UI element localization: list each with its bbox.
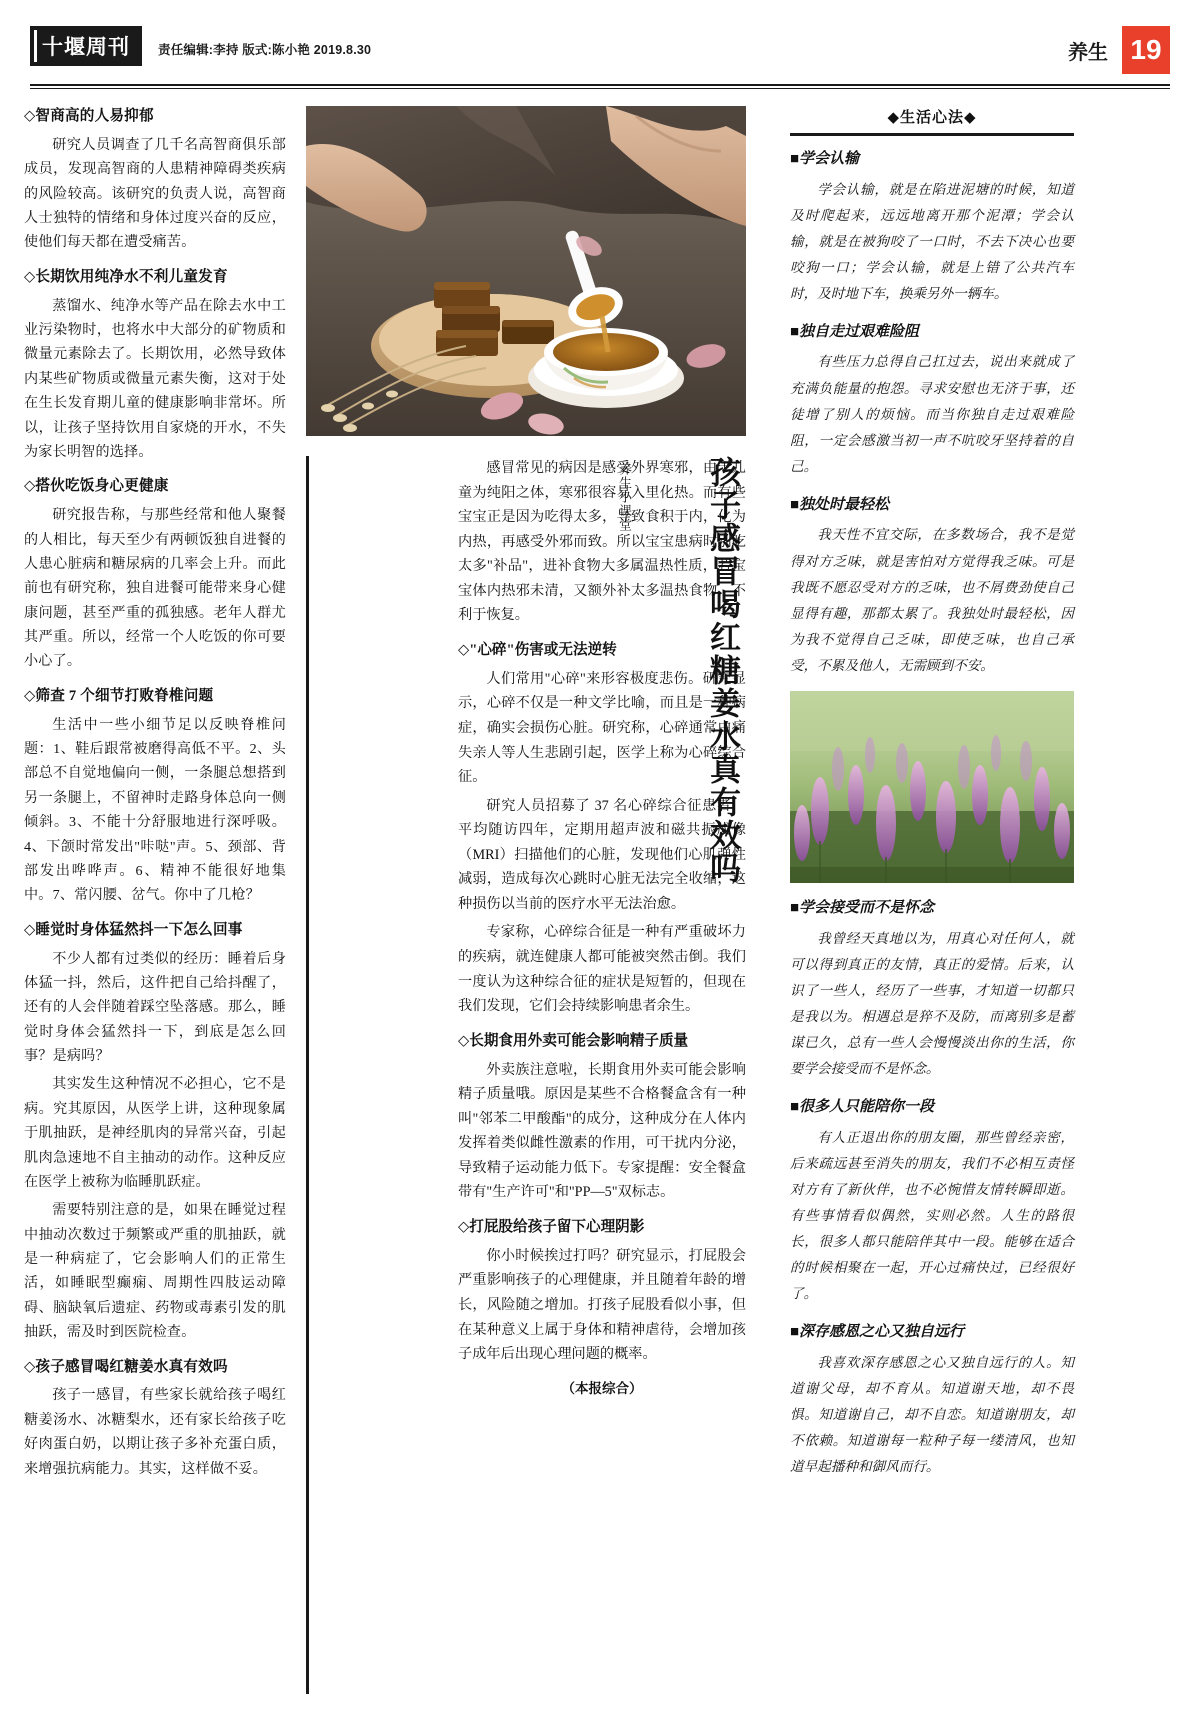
paragraph: 不少人都有过类似的经历：睡着后身体猛一抖，然后，这件把自己给抖醒了，还有的人会伴随着踩空坠落感。那么，睡觉时身体会猛然抖一下，到底是怎么回事？是病吗？ (24, 950, 286, 1065)
column-right (790, 106, 1074, 1484)
heading-gratitude-and-solo-travel: ■深存感恩之心又独自远行 (790, 1324, 965, 1341)
feature-heading-broken-heart: ◇"心碎"伤害或无法逆转 (458, 641, 617, 658)
heading-companions-for-a-while: ■很多人只能陪你一段 (790, 1099, 935, 1116)
paragraph: 研究人员调查了几千名高智商俱乐部成员，发现高智商的人患精神障碍类疾病的风险较高。该研究的负责人说，高智商人士独特的情绪和身体过度兴奋的反应，使他们每天都在遭受痛苦。 (24, 136, 286, 251)
publication-logo: 十堰周刊 (30, 26, 142, 66)
feature-article (306, 456, 746, 1694)
brown-sugar-ginger-tea-photo (306, 106, 746, 436)
column-left (24, 106, 286, 1485)
feature-heading-takeout-sperm: ◇长期食用外卖可能会影响精子质量 (458, 1032, 689, 1049)
article-heading-sleep-twitch: ◇睡觉时身体猛然抖一下怎么回事 (24, 921, 243, 938)
article-heading-spine-checks: ◇筛查 7 个细节打败脊椎问题 (24, 687, 214, 704)
paragraph: 我曾经天真地以为，用真心对任何人，就可以得到真正的友情，真正的爱情。后来，认识了一些人，经历了一些事，才知道一切都只是我以为。相遇总是猝不及防，而离别多是蓄谋已久，总有一些人会慢慢淡出你的生活，你要学会接受而不是怀念。 (790, 930, 1074, 1076)
paragraph: 外卖族注意啦，长期食用外卖可能会影响精子质量哦。原因是某些不合格餐盒含有一种叫"邻苯二甲酸酯"的成分，这种成分在人体内发挥着类似雌性激素的作用，可干扰内分泌，导致精子运动能力低下。专家提醒：安全餐盒带有"生产许可"和"PP—5"双标志。 (458, 1061, 746, 1201)
paragraph: 孩子一感冒，有些家长就给孩子喝红糖姜汤水、冰糖梨水，还有家长给孩子吃好肉蛋白奶，以期让孩子多补充蛋白质，来增强抗病能力。其实，这样做不妥。 (24, 1387, 286, 1477)
column-left-body (24, 106, 286, 1481)
feature-credit: （本报综合） (561, 1380, 643, 1396)
masthead-credits: 责任编辑:李持 版式:陈小艳 2019.8.30 (158, 43, 372, 57)
paragraph: 有些压力总得自己扛过去，说出来就成了充满负能量的抱怨。寻求安慰也无济于事，还徒增了别人的烦恼。而当你独自走过艰难险阻，一定会感激当初一声不吭咬牙坚持着的自己。 (790, 354, 1074, 474)
article-heading-ginger-tea: ◇孩子感冒喝红糖姜水真有效吗 (24, 1358, 228, 1375)
lupine-flower-field-photo (790, 691, 1074, 883)
paragraph: 其实发生这种情况不必担心，它不是病。究其原因，从医学上讲，这种现象属于肌抽跃，是神经肌肉的异常兴奋，引起肌肉急速地不自主抽动的动作。这种反应在医学上被称为临睡肌跃症。 (24, 1076, 286, 1190)
heading-solitude: ■独处时最轻松 (790, 496, 890, 513)
masthead (30, 26, 1170, 82)
paragraph: 蒸馏水、纯净水等产品在除去水中工业污染物时，也将水中大部分的矿物质和微量元素除去了。长期饮用，必然导致体内某些矿物质或微量元素失衡，这对于处在生长发育期儿童的健康影响非常坏。所以，让孩子坚持饮用自家烧的开水，不失为家长明智的选择。 (24, 297, 286, 460)
feature-kicker: 养生小课堂 (617, 462, 632, 532)
masthead-divider-thin (30, 88, 1170, 89)
column-right-body (790, 148, 1074, 1480)
heading-learn-to-concede: ■学会认输 (790, 151, 860, 167)
paragraph: 你小时候挨过打吗？研究显示，打屁股会严重影响孩子的心理健康，并且随着年龄的增长，风险随之增加。打孩子屁股看似小事，但在某种意义上属于身体和精神虐待，会增加孩子成年后出现心理问题的概率。 (458, 1247, 746, 1363)
paragraph: 我喜欢深存感恩之心又独自远行的人。知道谢父母，却不育从。知道谢天地，却不畏惧。知道谢自己，却不自恋。知道谢朋友，却不依赖。知道谢每一粒种子每一缕清风，也知道早起播种和御风而行。 (790, 1354, 1074, 1475)
paragraph: 感冒常见的病因是感受外界寒邪，由于儿童为纯阳之体，寒邪很容易入里化热。而有些宝宝正是因为吃得太多，导致食积于内，化为内热，再感受外邪而致。所以宝宝患病时别吃太多"补品"，进补食物大多属温热性质，若宝宝体内热邪未清，又额外补太多温热食物，不利于恢复。 (458, 460, 746, 624)
paragraph: 有人正退出你的朋友圈，那些曾经亲密，后来疏远甚至消失的朋友，我们不必相互责怪对方有了新伙伴，也不必惋惜友情转瞬即逝。有些事情看似偶然，实则必然。人生的路很长，很多人都只能陪伴其中一段。能够在适合的时候相聚在一起，开心过痛快过，已经很好了。 (790, 1129, 1074, 1302)
masthead-divider (30, 84, 1170, 86)
article-heading-pure-water: ◇长期饮用纯净水不利儿童发育 (24, 268, 228, 285)
paragraph: 研究人员招募了 37 名心碎综合征患者，平均随访四年，定期用超声波和磁共振成像（MRI）扫描他们的心脏，发现他们心肌弹性减弱，造成每次心跳时心脏无法完全收缩，这种损伤以当前的医疗水平无法治愈。 (458, 797, 746, 912)
column-right-divider (790, 133, 1074, 136)
paragraph: 专家称，心碎综合征是一种有严重破坏力的疾病，就连健康人都可能被突然击倒。我们一度认为这种综合征的症状是短暂的，但现在我们发现，它们会持续影响患者余生。 (458, 924, 746, 1015)
article-heading-shared-meals: ◇搭伙吃饭身心更健康 (24, 478, 169, 495)
section-title: 养生 (1068, 42, 1108, 64)
paragraph: 生活中一些小细节足以反映脊椎问题：1、鞋后跟常被磨得高低不平。2、头部总不自觉地偏向一侧，一条腿总想搭到另一条腿上，不留神时走路身体总向一侧倾斜。3、不能十分舒服地进行深呼吸。4、下颌时常发出"咔哒"声。5、颈部、背部发出哗哗声。6、精神不能很好地集中。7、常闪腰、岔气。你中了几枪？ (24, 716, 286, 904)
article-heading-iq-depression: ◇智商高的人易抑郁 (24, 108, 154, 124)
feature-left-rule (306, 456, 309, 1694)
feature-body-text (458, 456, 746, 1400)
feature-heading-spanking: ◇打屁股给孩子留下心理阴影 (458, 1218, 645, 1235)
paragraph: 学会认输，就是在陷进泥塘的时候，知道及时爬起来，远远地离开那个泥潭；学会认输，就是在被狗咬了一口时，不去下决心也要咬狗一口；学会认输，就是上错了公共汽车时，及时地下车，换乘另外一辆车。 (790, 181, 1074, 301)
paragraph: 人们常用"心碎"来形容极度悲伤。研究显示，心碎不仅是一种文学比喻，而且是一种病症，确实会损伤心脏。研究称，心碎通常由痛失亲人等人生悲剧引起，医学上称为心碎综合征。 (458, 670, 746, 786)
page-number-badge: 19 (1122, 26, 1170, 74)
heading-accept-not-miss: ■学会接受而不是怀念 (790, 900, 935, 916)
paragraph: 研究报告称，与那些经常和他人聚餐的人相比，每天至少有两顿饭独自进餐的人患心脏病和糖尿病的几率会上升。而此前也有研究称，独自进餐可能带来身心健康问题，甚至严重的孤独感。老年人群尤其严重。所以，经常一个人吃饭的你可要小心了。 (24, 507, 286, 670)
column-right-title: ◆生活心法◆ (887, 110, 977, 126)
paragraph: 我天性不宜交际，在多数场合，我不是觉得对方乏味，就是害怕对方觉得我乏味。可是我既不愿忍受对方的乏味，也不屑费劲使自己显得有趣，那都太累了。我独处时最轻松，因为我不觉得自己乏味，即使乏味，也自己承受，不累及他人，无需顾到不安。 (790, 527, 1074, 673)
feature-title: 孩子感冒喝红糖姜水真有效吗 (705, 456, 740, 885)
column-center (306, 106, 746, 436)
heading-walk-alone: ■独自走过艰难险阻 (790, 323, 920, 340)
paragraph: 需要特别注意的是，如果在睡觉过程中抽动次数过于频繁或严重的肌抽跃，就是一种病症了，它会影响人们的正常生活，如睡眠型癫痫、周期性四肢运动障碍、脑缺氧后遗症、药物或毒素引发的肌抽跃，需及时到医院检查。 (24, 1202, 286, 1341)
